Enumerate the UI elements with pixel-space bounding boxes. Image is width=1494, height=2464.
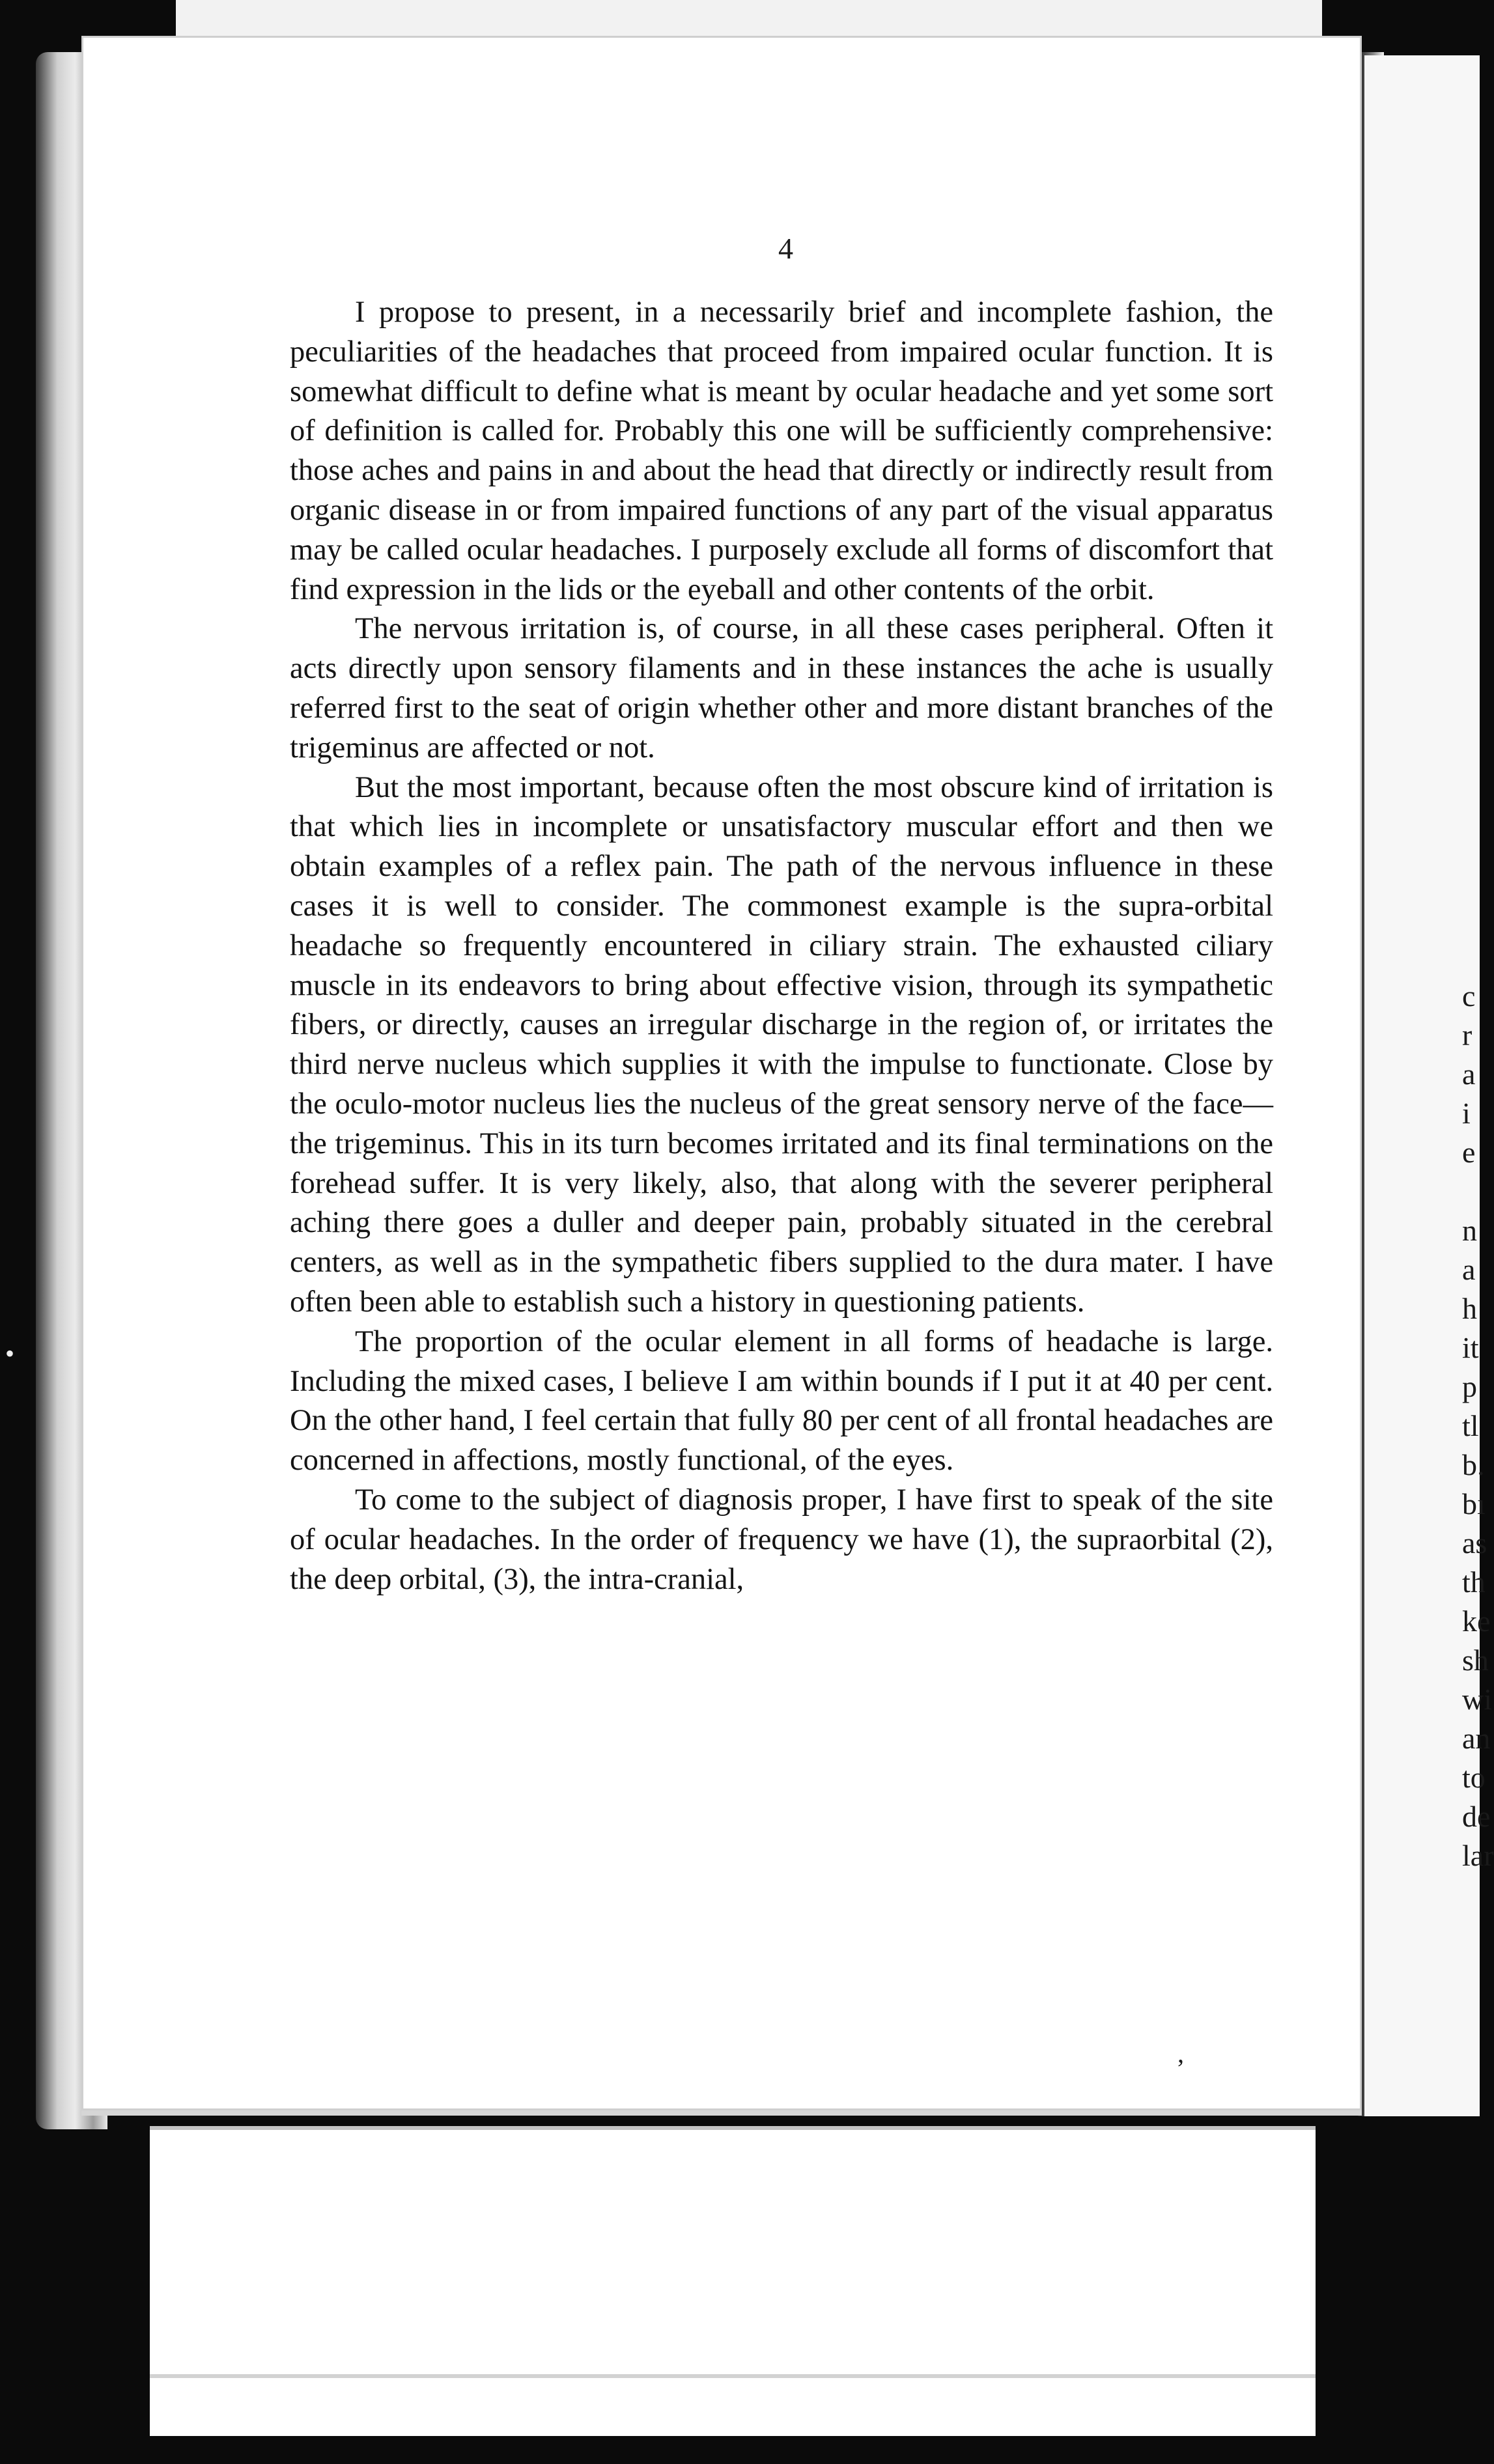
- adjacent-fragment: ke: [1462, 1604, 1491, 1638]
- adjacent-fragment: sh: [1462, 1644, 1489, 1677]
- lower-page: [150, 2126, 1316, 2436]
- adjacent-fragment: wi: [1462, 1683, 1492, 1716]
- adjacent-fragment: de: [1462, 1800, 1491, 1833]
- adjacent-fragment: b.: [1462, 1448, 1485, 1481]
- adjacent-fragment: p: [1462, 1370, 1477, 1403]
- paragraph: The proportion of the ocular element in all forms of headache is large. Including the mixed cases, I believe I am within bounds if I put it at 40 per cent. On the other hand, I feel certain that fully 80 per cent of all frontal headaches are concerned in affections, mostly functional, of the eyes.: [290, 1324, 1273, 1477]
- paragraph: But the most important, because often the most obscure kind of irritation is that which lies in incomplete or unsatisfactory muscular effort and then we obtain examples of a reflex pain. The path of the nervous influence in these cases it is well to consider. The commonest example is the supra-orbital headache so frequently encountered in ciliary strain. The exhausted ciliary muscle in its endeavors to bring about effective vision, through its sympathetic fibers, or directly, causes an irregular discharge in the region of, or irritates the third nerve nucleus which supplies it with the impulse to functionate. Close by the oculo-motor nucleus lies the nucleus of the great sensory nerve of the face—the trigeminus. This in its turn becomes irritated and its final terminations on the forehead suffer. It is very likely, also, that along with the severer peripheral aching there goes a duller and deeper pain, probably situated in the cerebral centers, as well as in the sympathetic fibers supplied to the dura mater. I have often been able to establish such a history in questioning patients.: [290, 770, 1273, 1319]
- paragraph: To come to the subject of diagnosis proper, I have first to speak of the site of ocular headaches. In the order of frequency we have (1), the supraorbital (2), the deep orbital, (3), the intra-cranial,: [290, 1483, 1273, 1596]
- paragraph: I propose to present, in a necessarily brief and incomplete fashion, the peculiarities of the headaches that proceed from impaired ocular function. It is somewhat difficult to define what is meant by ocular headache and yet some sort of definition is called for. Probably this one will be sufficiently comprehensive: those aches and pains in and about the head that directly or indirectly result from organic disease in or from impaired functions of any part of the visual apparatus may be called ocular headaches. I purposely exclude all forms of discomfort that find expression in the lids or the eyeball and other contents of the orbit.: [290, 296, 1273, 606]
- adjacent-fragment: as: [1462, 1526, 1487, 1560]
- adjacent-fragment: [1462, 1172, 1494, 1211]
- adjacent-fragment: th: [1462, 1565, 1486, 1599]
- adjacent-fragment: i: [1462, 1097, 1471, 1130]
- adjacent-fragment: tl: [1462, 1409, 1479, 1442]
- edge-speck: •: [5, 1339, 15, 1368]
- adjacent-fragment: c: [1462, 979, 1476, 1013]
- adjacent-fragment: a: [1462, 1057, 1476, 1091]
- paragraph: The nervous irritation is, of course, in all these cases peripheral. Often it acts directly upon sensory filaments and in these instances the ache is usually referred first to the seat of origin whether other and more distant branches of the trigeminus are affected or not.: [290, 612, 1273, 764]
- adjacent-fragment: e: [1462, 1136, 1476, 1169]
- body-text: [290, 293, 1273, 1599]
- adjacent-fragment: it: [1462, 1331, 1479, 1364]
- adjacent-fragment: to: [1462, 1761, 1486, 1794]
- adjacent-fragment: lar: [1462, 1839, 1494, 1872]
- adjacent-page-text: [1462, 977, 1494, 1875]
- adjacent-fragment: bı: [1462, 1487, 1486, 1520]
- ink-speck: ,: [1177, 2039, 1184, 2068]
- adjacent-fragment: an: [1462, 1722, 1491, 1755]
- adjacent-fragment: h: [1462, 1292, 1477, 1325]
- adjacent-fragment: a: [1462, 1253, 1476, 1286]
- adjacent-fragment: r: [1462, 1018, 1473, 1052]
- adjacent-fragment: n: [1462, 1214, 1477, 1247]
- lower-page-divider: [150, 2374, 1316, 2378]
- page-number: 4: [778, 232, 793, 265]
